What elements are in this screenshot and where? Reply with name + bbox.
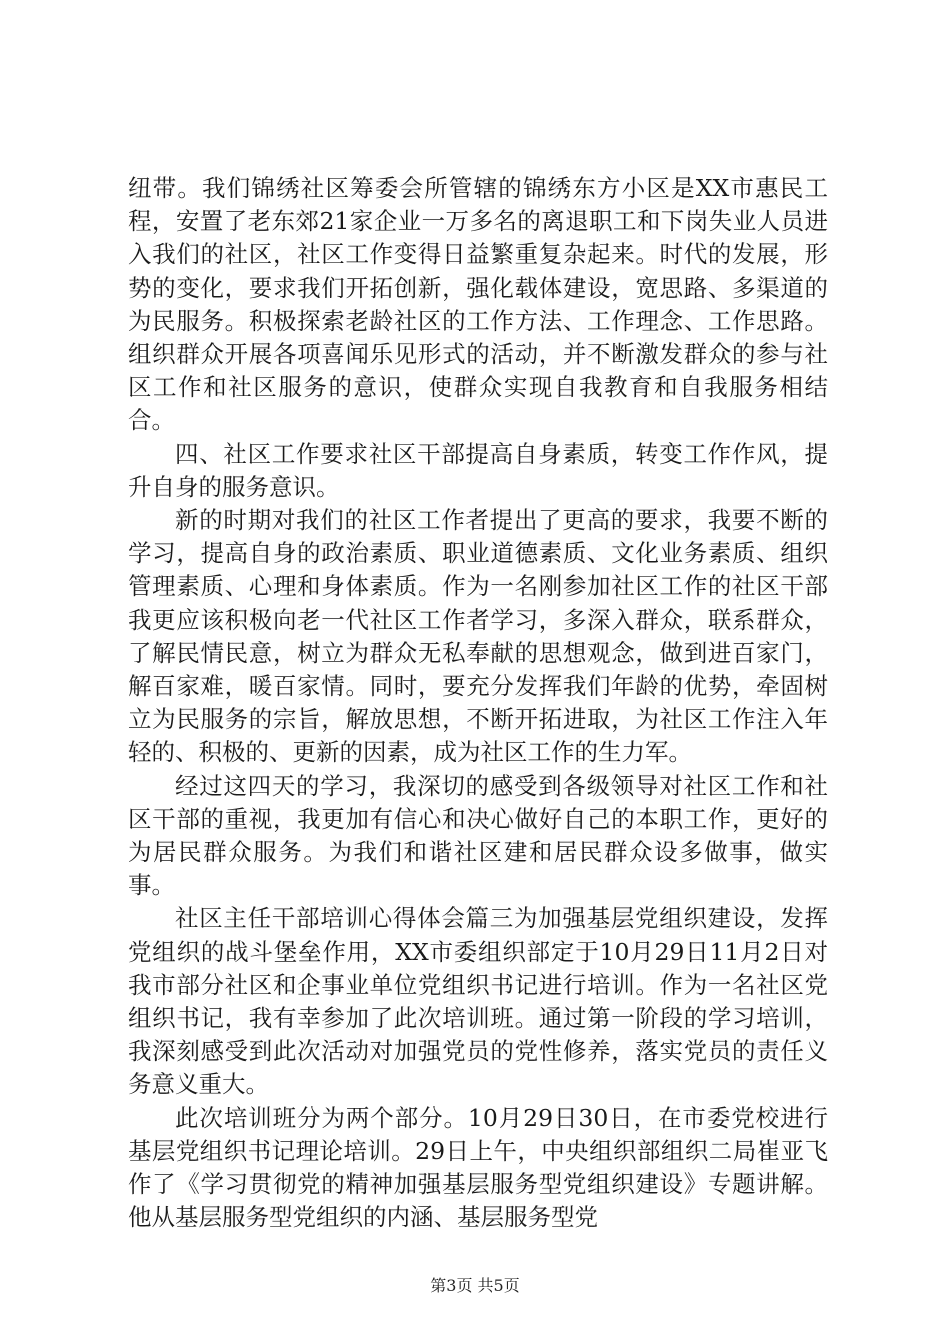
page-number-footer: 第3页 共5页 — [430, 1276, 520, 1295]
paragraph-5: 社区主任干部培训心得体会篇三为加强基层党组织建设，发挥党组织的战斗堡垒作用，XX市委组织部定于10月29日11月2日对我市部分社区和企事业单位党组织书记进行培训。作为一名社区党组织书记，我有幸参加了此次培训班。通过第一阶段的学习培训，我深刻感受到此次活动对加强党员的党性修养，落实党员的责任义务意义重大。 — [128, 904, 828, 1099]
paragraph-2: 四、社区工作要求社区干部提高自身素质，转变工作作风，提升自身的服务意识。 — [128, 439, 828, 501]
paragraph-6: 此次培训班分为两个部分。10月29日30日，在市委党校进行基层党组织书记理论培训。29日上午，中央组织部组织二局崔亚飞作了《学习贯彻党的精神加强基层服务型党组织建设》专题讲解。他从基层服务型党组织的内涵、基层服务型党 — [128, 1103, 828, 1232]
document-body — [128, 172, 828, 1235]
paragraph-1: 纽带。我们锦绣社区筹委会所管辖的锦绣东方小区是XX市惠民工程，安置了老东郊21家企业一万多名的离退职工和下岗失业人员进入我们的社区，社区工作变得日益繁重复杂起来。时代的发展，形势的变化，要求我们开拓创新，强化载体建设，宽思路、多渠道的为民服务。积极探索老龄社区的工作方法、工作理念、工作思路。组织群众开展各项喜闻乐见形式的活动，并不断激发群众的参与社区工作和社区服务的意识，使群众实现自我教育和自我服务相结合。 — [128, 174, 828, 435]
paragraph-4: 经过这四天的学习，我深切的感受到各级领导对社区工作和社区干部的重视，我更加有信心和决心做好自己的本职工作，更好的为居民群众服务。为我们和谐社区建和居民群众设多做事，做实事。 — [128, 771, 828, 900]
paragraph-3: 新的时期对我们的社区工作者提出了更高的要求，我要不断的学习，提高自身的政治素质、职业道德素质、文化业务素质、组织管理素质、心理和身体素质。作为一名刚参加社区工作的社区干部我更应该积极向老一代社区工作者学习，多深入群众，联系群众，了解民情民意，树立为群众无私奉献的思想观念，做到进百家门，解百家难，暖百家情。同时，要充分发挥我们年龄的优势，牵固树立为民服务的宗旨，解放思想，不断开拓进取，为社区工作注入年轻的、积极的、更新的因素，成为社区工作的生力军。 — [128, 506, 828, 767]
